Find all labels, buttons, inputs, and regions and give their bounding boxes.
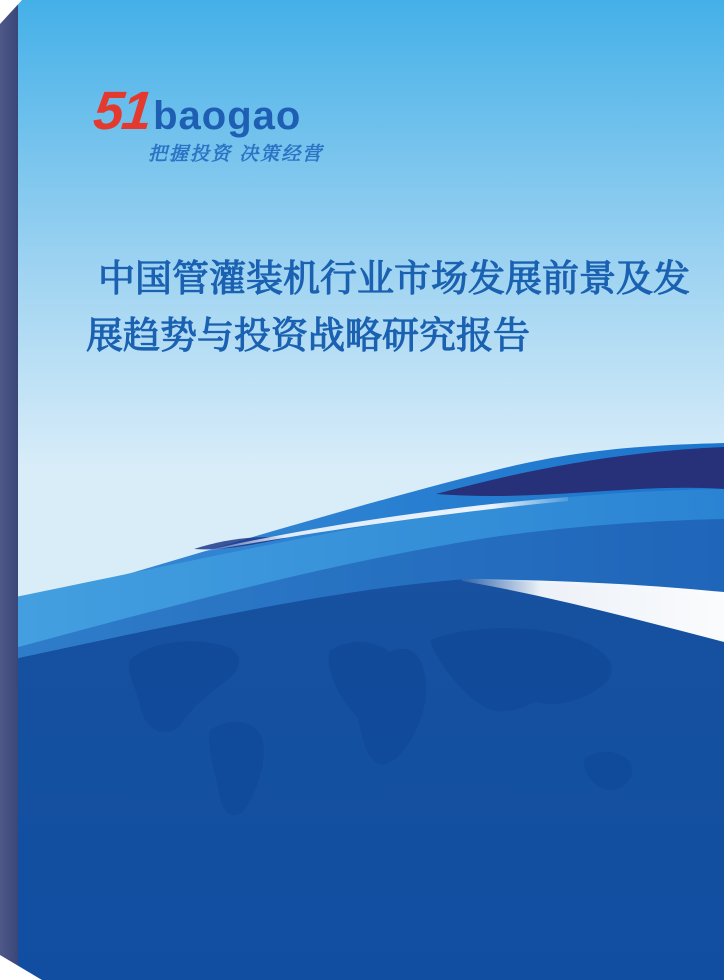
logo-tagline: 把握投资 决策经营 bbox=[148, 144, 324, 165]
logo-51-mark: 51 bbox=[90, 81, 154, 141]
logo bbox=[90, 81, 324, 166]
report-title: 中国管灌装机行业市场发展前景及发展趋势与投资战略研究报告 bbox=[86, 258, 690, 357]
logo-row bbox=[90, 81, 323, 141]
logo-wordmark: baogao bbox=[153, 94, 302, 138]
navy-spine-bar bbox=[0, 0, 18, 980]
